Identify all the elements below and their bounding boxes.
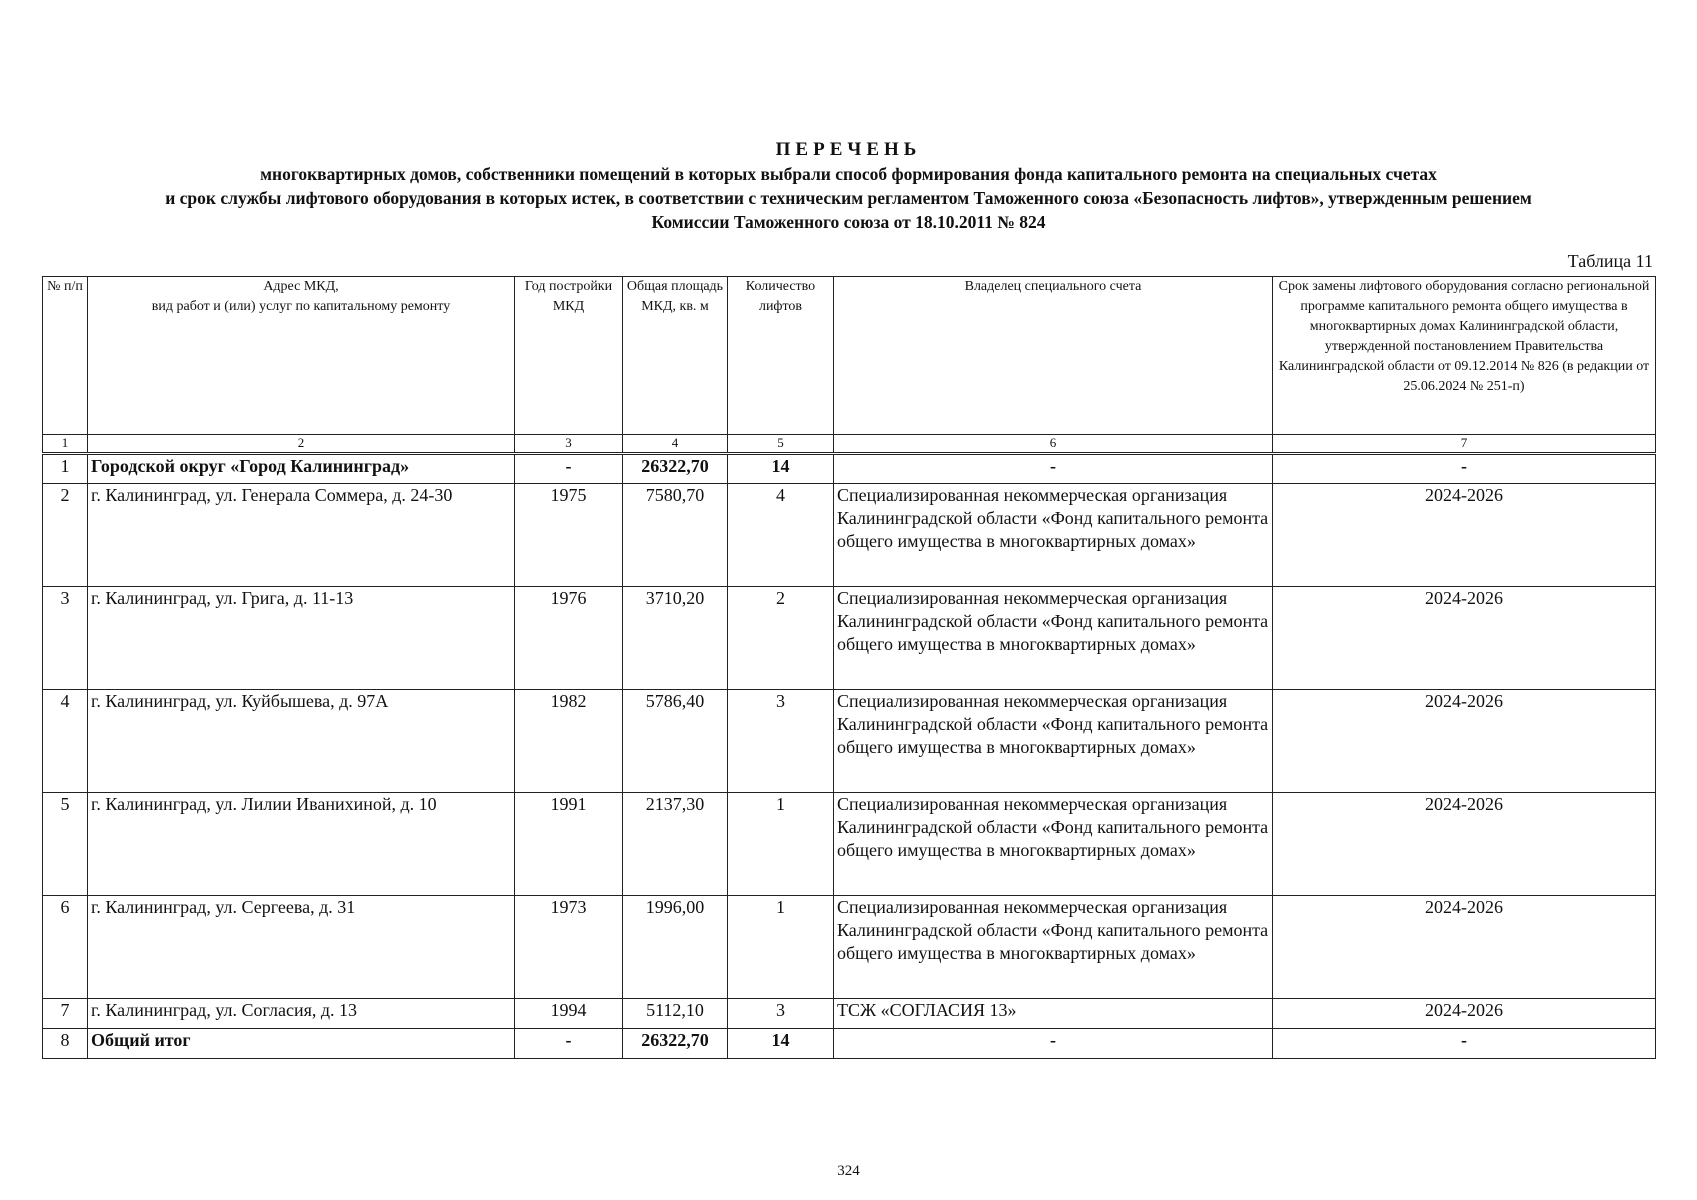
column-number-row bbox=[43, 435, 1656, 454]
cell-owner: - bbox=[834, 1029, 1273, 1059]
column-number: 4 bbox=[623, 435, 728, 454]
cell-year: 1976 bbox=[515, 587, 623, 690]
registry-table bbox=[42, 276, 1656, 1059]
cell-address: г. Калининград, ул. Согласия, д. 13 bbox=[88, 999, 515, 1029]
cell-year: - bbox=[515, 454, 623, 484]
cell-year: 1973 bbox=[515, 896, 623, 999]
column-number: 6 bbox=[834, 435, 1273, 454]
cell-lifts: 14 bbox=[728, 454, 834, 484]
cell-area: 1996,00 bbox=[623, 896, 728, 999]
cell-number: 4 bbox=[43, 690, 88, 793]
cell-number: 7 bbox=[43, 999, 88, 1029]
cell-number: 8 bbox=[43, 1029, 88, 1059]
table-row bbox=[43, 690, 1656, 793]
cell-year: 1975 bbox=[515, 484, 623, 587]
cell-address: г. Калининград, ул. Генерала Соммера, д. 24-30 bbox=[88, 484, 515, 587]
cell-owner: ТСЖ «СОГЛАСИЯ 13» bbox=[834, 999, 1273, 1029]
cell-year: 1994 bbox=[515, 999, 623, 1029]
cell-area: 26322,70 bbox=[623, 1029, 728, 1059]
column-header-number: № п/п bbox=[43, 277, 88, 435]
cell-lifts: 2 bbox=[728, 587, 834, 690]
cell-term: 2024-2026 bbox=[1273, 999, 1656, 1029]
column-number: 2 bbox=[88, 435, 515, 454]
cell-year: 1991 bbox=[515, 793, 623, 896]
cell-lifts: 1 bbox=[728, 896, 834, 999]
cell-area: 5786,40 bbox=[623, 690, 728, 793]
column-header-address: Адрес МКД, вид работ и (или) услуг по капитальному ремонту bbox=[88, 277, 515, 435]
cell-term: 2024-2026 bbox=[1273, 587, 1656, 690]
cell-term: 2024-2026 bbox=[1273, 896, 1656, 999]
cell-address: Общий итог bbox=[88, 1029, 515, 1059]
cell-term: 2024-2026 bbox=[1273, 690, 1656, 793]
table-row bbox=[43, 896, 1656, 999]
table-label: Таблица 11 bbox=[1567, 251, 1653, 271]
cell-term: - bbox=[1273, 1029, 1656, 1059]
document-subtitle-line-2: и срок службы лифтового оборудования в которых истек, в соответствии с техническим регламентом Таможенного союза «Безопасность лифтов», утвержденным решением bbox=[165, 188, 1532, 208]
cell-owner: Специализированная некоммерческая организация Калининградской области «Фонд капитального ремонта общего имущества в многоквартирных домах» bbox=[834, 896, 1273, 999]
cell-number: 2 bbox=[43, 484, 88, 587]
table-row-grand-total bbox=[43, 1029, 1656, 1059]
column-number: 3 bbox=[515, 435, 623, 454]
document-subtitle-line-1: многоквартирных домов, собственники помещений в которых выбрали способ формирования фонда капитального ремонта на специальных счетах bbox=[260, 164, 1437, 184]
table-row bbox=[43, 999, 1656, 1029]
title-block bbox=[0, 138, 1697, 234]
cell-owner: Специализированная некоммерческая организация Калининградской области «Фонд капитального ремонта общего имущества в многоквартирных домах» bbox=[834, 690, 1273, 793]
cell-year: 1982 bbox=[515, 690, 623, 793]
column-header-lifts: Количество лифтов bbox=[728, 277, 834, 435]
column-header-area: Общая площадь МКД, кв. м bbox=[623, 277, 728, 435]
cell-year: - bbox=[515, 1029, 623, 1059]
column-header-owner: Владелец специального счета bbox=[834, 277, 1273, 435]
cell-term: - bbox=[1273, 454, 1656, 484]
table-row bbox=[43, 587, 1656, 690]
cell-address: г. Калининград, ул. Грига, д. 11-13 bbox=[88, 587, 515, 690]
cell-owner: Специализированная некоммерческая организация Калининградской области «Фонд капитального ремонта общего имущества в многоквартирных домах» bbox=[834, 484, 1273, 587]
document-title: ПЕРЕЧЕНЬ bbox=[775, 139, 922, 160]
cell-address: Городской округ «Город Калининград» bbox=[88, 454, 515, 484]
column-number: 1 bbox=[43, 435, 88, 454]
column-number: 7 bbox=[1273, 435, 1656, 454]
page-number: 324 bbox=[837, 1163, 860, 1179]
cell-lifts: 14 bbox=[728, 1029, 834, 1059]
column-header-term: Срок замены лифтового оборудования согласно региональной программе капитального ремонта общего имущества в многоквартирных домах Калининградской области, утвержденной постановлением Правительства Калининградской области от 09.12.2014 № 826 (в редакции от 25.06.2024 № 251-п) bbox=[1273, 277, 1656, 435]
cell-number: 6 bbox=[43, 896, 88, 999]
cell-number: 3 bbox=[43, 587, 88, 690]
cell-address: г. Калининград, ул. Куйбышева, д. 97А bbox=[88, 690, 515, 793]
cell-lifts: 3 bbox=[728, 690, 834, 793]
cell-area: 7580,70 bbox=[623, 484, 728, 587]
cell-owner: - bbox=[834, 454, 1273, 484]
column-header-year: Год постройки МКД bbox=[515, 277, 623, 435]
cell-owner: Специализированная некоммерческая организация Калининградской области «Фонд капитального ремонта общего имущества в многоквартирных домах» bbox=[834, 793, 1273, 896]
cell-area: 2137,30 bbox=[623, 793, 728, 896]
cell-number: 1 bbox=[43, 454, 88, 484]
table-row bbox=[43, 484, 1656, 587]
table-row-municipality bbox=[43, 454, 1656, 484]
cell-term: 2024-2026 bbox=[1273, 484, 1656, 587]
cell-term: 2024-2026 bbox=[1273, 793, 1656, 896]
header-row bbox=[43, 277, 1656, 435]
cell-lifts: 3 bbox=[728, 999, 834, 1029]
table-row bbox=[43, 793, 1656, 896]
cell-area: 5112,10 bbox=[623, 999, 728, 1029]
cell-address: г. Калининград, ул. Сергеева, д. 31 bbox=[88, 896, 515, 999]
cell-address: г. Калининград, ул. Лилии Иванихиной, д. 10 bbox=[88, 793, 515, 896]
cell-area: 26322,70 bbox=[623, 454, 728, 484]
document-subtitle-line-3: Комиссии Таможенного союза от 18.10.2011 № 824 bbox=[651, 212, 1046, 232]
cell-number: 5 bbox=[43, 793, 88, 896]
cell-lifts: 1 bbox=[728, 793, 834, 896]
column-number: 5 bbox=[728, 435, 834, 454]
cell-lifts: 4 bbox=[728, 484, 834, 587]
cell-owner: Специализированная некоммерческая организация Калининградской области «Фонд капитального ремонта общего имущества в многоквартирных домах» bbox=[834, 587, 1273, 690]
cell-area: 3710,20 bbox=[623, 587, 728, 690]
